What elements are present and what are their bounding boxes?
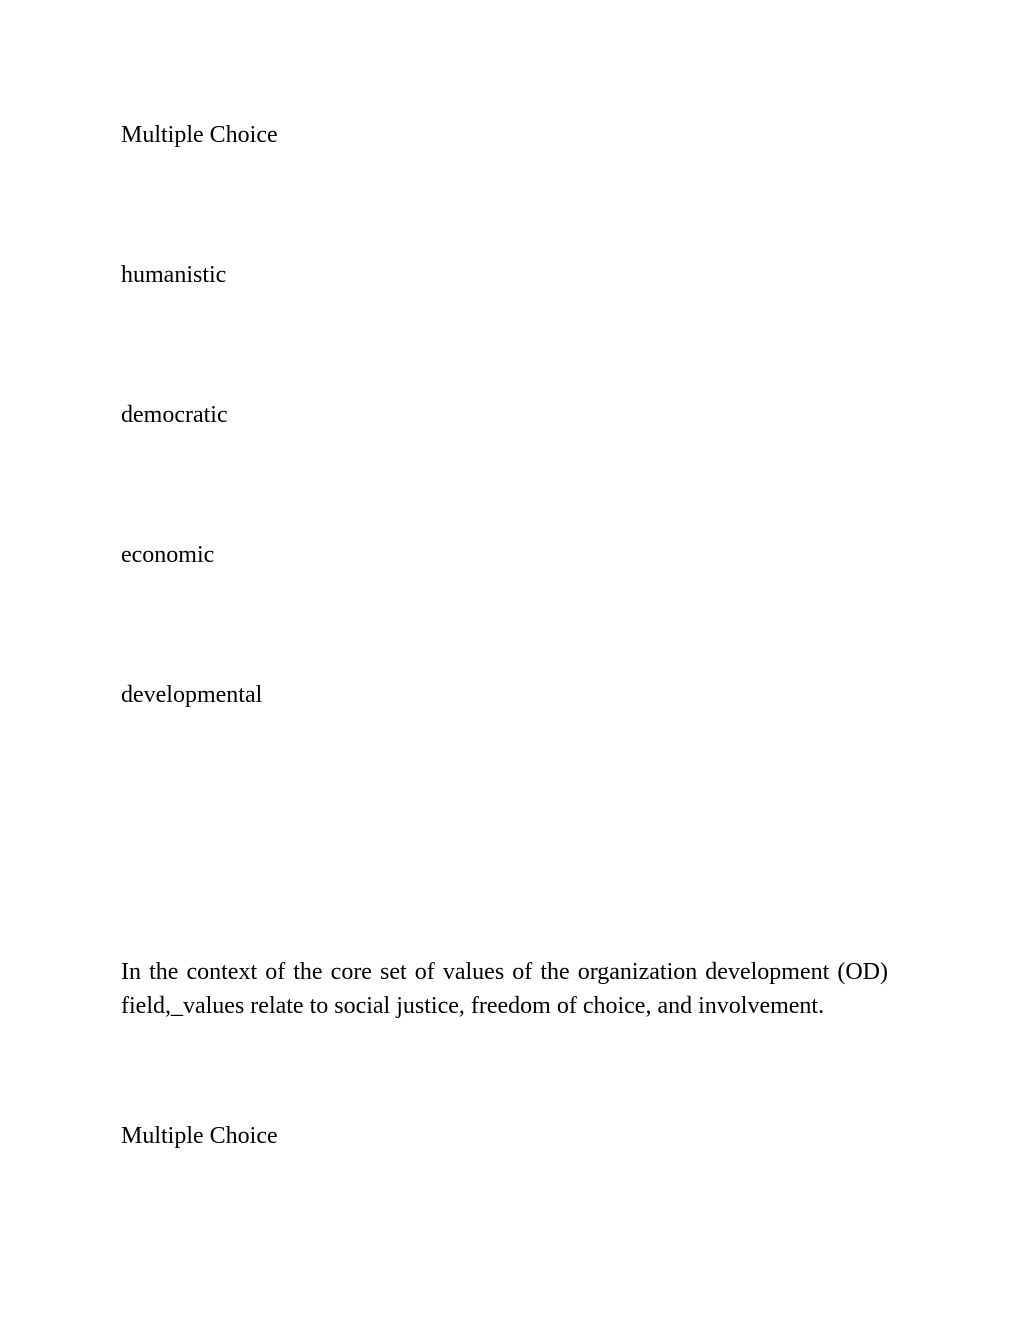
question-text: In the context of the core set of values of the organization development (OD) field,_values relate to social justice, freedom of choice, and involvement.	[121, 959, 888, 1019]
answer-option-developmental: developmental	[121, 682, 263, 708]
answer-option-democratic: democratic	[121, 402, 228, 428]
multiple-choice-label-2: Multiple Choice	[121, 1123, 278, 1149]
multiple-choice-label: Multiple Choice	[121, 122, 278, 148]
answer-option-humanistic: humanistic	[121, 262, 227, 288]
answer-option-economic: economic	[121, 542, 215, 568]
